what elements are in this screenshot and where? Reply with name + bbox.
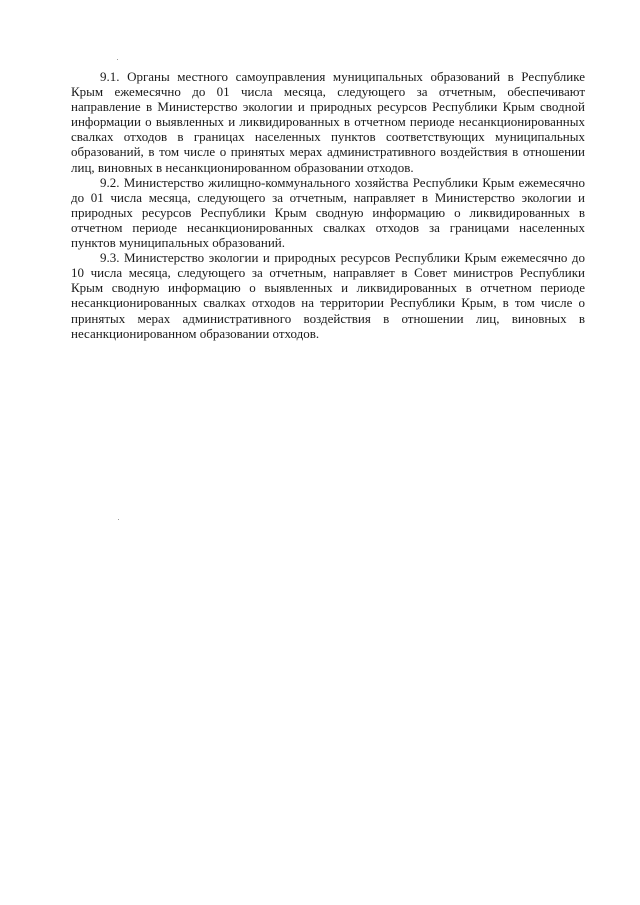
scan-speck bbox=[117, 59, 118, 60]
paragraph-number: 9.1. bbox=[100, 69, 120, 84]
paragraph-number: 9.2. bbox=[100, 174, 120, 190]
scan-speck bbox=[118, 519, 119, 520]
paragraph-9-1 bbox=[71, 69, 585, 175]
paragraph-text: Органы местного самоуправления муниципальных образований в Республике Крым ежемесячно до 01 числа месяца, следующего за отчетным, обеспечивают направление в Министерство экологии и природных ресурсов Республики Крым сводной информации о выявленных и ликвидированных в отчетном периоде несанкционированных свалках отходов в границах населенных пунктов соответствующих муниципальных образований, в том числе о принятых мерах административного воздействия в отношении лиц, виновных в несанкционированном образовании отходов. bbox=[71, 69, 586, 175]
document-body bbox=[71, 69, 585, 341]
paragraph-9-3 bbox=[71, 250, 585, 341]
paragraph-number: 9.3. bbox=[100, 250, 120, 266]
paragraph-9-2 bbox=[71, 175, 585, 250]
paragraph-text: Министерство экологии и природных ресурсов Республики Крым ежемесячно до 10 числа месяца, следующего за отчетным, направляет в Совет министров Республики Крым сводную информацию о выявленных и ликвидированных в отчетном периоде несанкционированных свалках отходов на территории Республики Крым, в том числе о принятых мерах административного воздействия в отношении лиц, виновных в несанкционированном образовании отходов. bbox=[71, 250, 586, 341]
paragraph-text: Министерство жилищно-коммунального хозяйства Республики Крым ежемесячно до 01 числа месяца, следующего за отчетным, направляет в Министерство экологии и природных ресурсов Республики Крым сводную информацию о ликвидированных в отчетном периоде несанкционированных свалках отходов за границами населенных пунктов муниципальных образований. bbox=[71, 174, 585, 251]
